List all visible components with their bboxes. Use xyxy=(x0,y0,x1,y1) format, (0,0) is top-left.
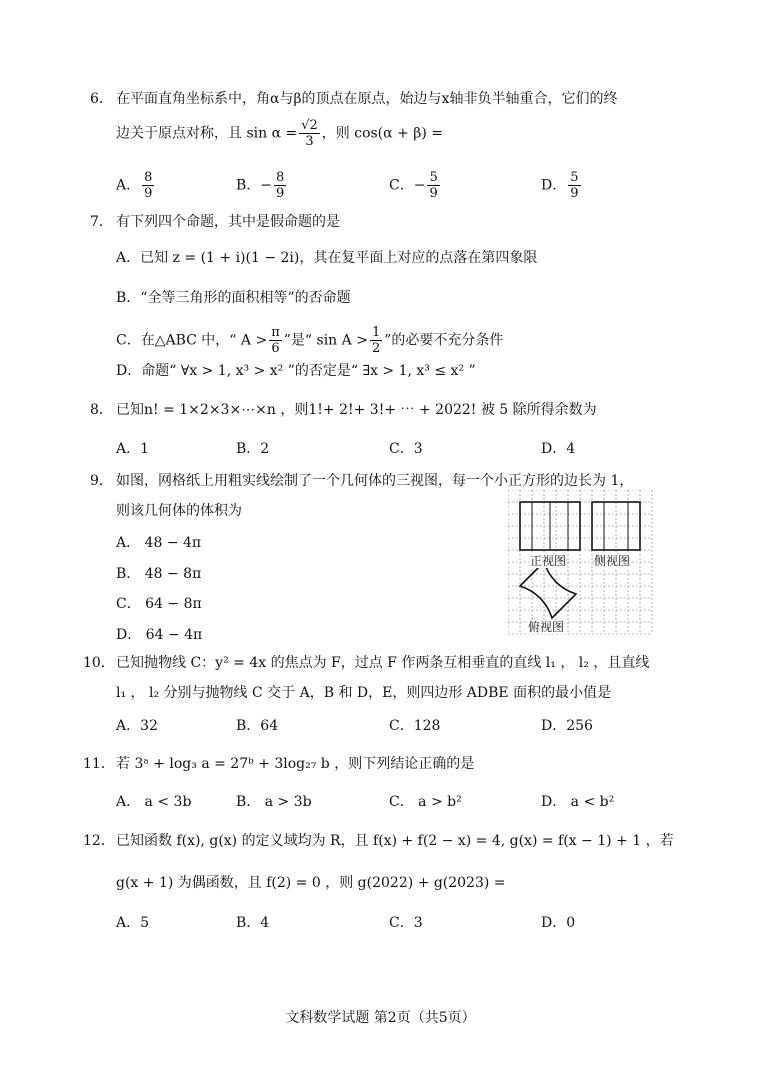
q12-number: 12． xyxy=(83,833,115,849)
q8-option-b: B．2 xyxy=(236,441,270,457)
q11-stem: 若 3ᵃ + log₃ a = 27ᵇ + 3log₂₇ b ，则下列结论正确的是 xyxy=(116,756,475,772)
q9-option-b: B． 48 − 8π xyxy=(116,566,202,582)
q9-line1: 如图，网格纸上用粗实线绘制了一个几何体的三视图，每一个小正方形的边长为 1， xyxy=(116,473,634,489)
q7-stem: 有下列四个命题，其中是假命题的是 xyxy=(116,214,340,230)
q8-number: 8． xyxy=(90,402,113,418)
q6-fraction: $\frac{√2}{3}$ xyxy=(301,118,318,149)
q10-option-b: B．64 xyxy=(236,718,279,734)
q6-option-b: B．− $\frac{8}{9}$ xyxy=(236,170,285,201)
q10-option-a: A．32 xyxy=(116,718,158,734)
q10-option-d: D．256 xyxy=(541,718,593,734)
q7-option-c: C．在△ABC 中，“ A > $\frac{\pi}{6}$ ”是“ sin A > $\frac{1}{2}$ ”的必要不充分条件 xyxy=(116,325,504,356)
q9-option-d: D． 64 − 4π xyxy=(116,627,203,643)
q9-option-a: A． 48 − 4π xyxy=(116,535,202,551)
top-view-outline xyxy=(520,562,576,618)
page-footer: 文科数学试题 第2页（共5页） xyxy=(285,1010,476,1026)
q10-line1: 已知抛物线 C：y² = 4x 的焦点为 F，过点 F 作两条互相垂直的直线 l₁ ， l₂ ，且直线 xyxy=(116,655,650,671)
top-view-label: 俯视图 xyxy=(528,620,565,634)
three-view-figure xyxy=(508,490,656,636)
q12-option-b: B．4 xyxy=(236,915,270,931)
q6-option-c: C．− $\frac{5}{9}$ xyxy=(389,170,438,201)
side-view-label: 侧视图 xyxy=(594,554,631,568)
front-view-label: 正视图 xyxy=(530,554,567,568)
q10-number: 10． xyxy=(83,655,115,671)
q7-option-b: B．“全等三角形的面积相等”的否命题 xyxy=(116,290,351,306)
q6-line2-post: ，则 cos(α + β) = xyxy=(321,125,443,142)
q6-line1: 在平面直角坐标系中，角α与β的顶点在原点，始边与x轴非负半轴重合，它们的终 xyxy=(116,91,618,107)
q7-option-a: A．已知 z = (1 + i)(1 − 2i)，其在复平面上对应的点落在第四象限 xyxy=(116,250,538,266)
q7-option-d: D．命题“ ∀x > 1, x³ > x² ”的否定是“ ∃x > 1, x³ ≤ x² ” xyxy=(116,363,476,379)
q12-line1: 已知函数 f(x), g(x) 的定义域均为 R，且 f(x) + f(2 − x) = 4, g(x) = f(x − 1) + 1 ，若 xyxy=(116,833,674,849)
q12-option-d: D．0 xyxy=(541,915,576,931)
q8-option-c: C．3 xyxy=(389,441,423,457)
q9-line2: 则该几何体的体积为 xyxy=(116,503,242,519)
q11-number: 11． xyxy=(83,756,115,772)
q10-line2: l₁ ， l₂ 分别与抛物线 C 交于 A，B 和 D，E，则四边形 ADBE 面积的最小值是 xyxy=(116,685,612,701)
q11-option-a: A． a < 3b xyxy=(116,794,192,810)
q10-option-c: C．128 xyxy=(389,718,441,734)
q6-line2 xyxy=(116,118,443,149)
q6-option-d: D． $\frac{5}{9}$ xyxy=(541,170,579,201)
q8-option-a: A．1 xyxy=(116,441,150,457)
q12-line2: g(x + 1) 为偶函数，且 f(2) = 0 ，则 g(2022) + g(2023) = xyxy=(116,875,506,891)
q12-option-a: A．5 xyxy=(116,915,150,931)
q9-number: 9． xyxy=(90,473,113,489)
q11-option-b: B． a > 3b xyxy=(236,794,312,810)
q7-number: 7． xyxy=(90,214,113,230)
q11-option-d: D． a < b² xyxy=(541,794,615,810)
q6-line2-pre: 边关于原点对称，且 sin α = xyxy=(116,125,298,142)
q6-option-a: A． $\frac{8}{9}$ xyxy=(116,170,153,201)
q9-option-c: C． 64 − 8π xyxy=(116,596,202,612)
q8-option-d: D．4 xyxy=(541,441,576,457)
q12-option-c: C．3 xyxy=(389,915,423,931)
q11-option-c: C． a > b² xyxy=(389,794,462,810)
q8-stem: 已知n! = 1×2×3×⋯×n ，则1!+ 2!+ 3!+ ⋯ + 2022! 被 5 除所得余数为 xyxy=(116,402,597,418)
q6-number: 6． xyxy=(90,91,113,107)
